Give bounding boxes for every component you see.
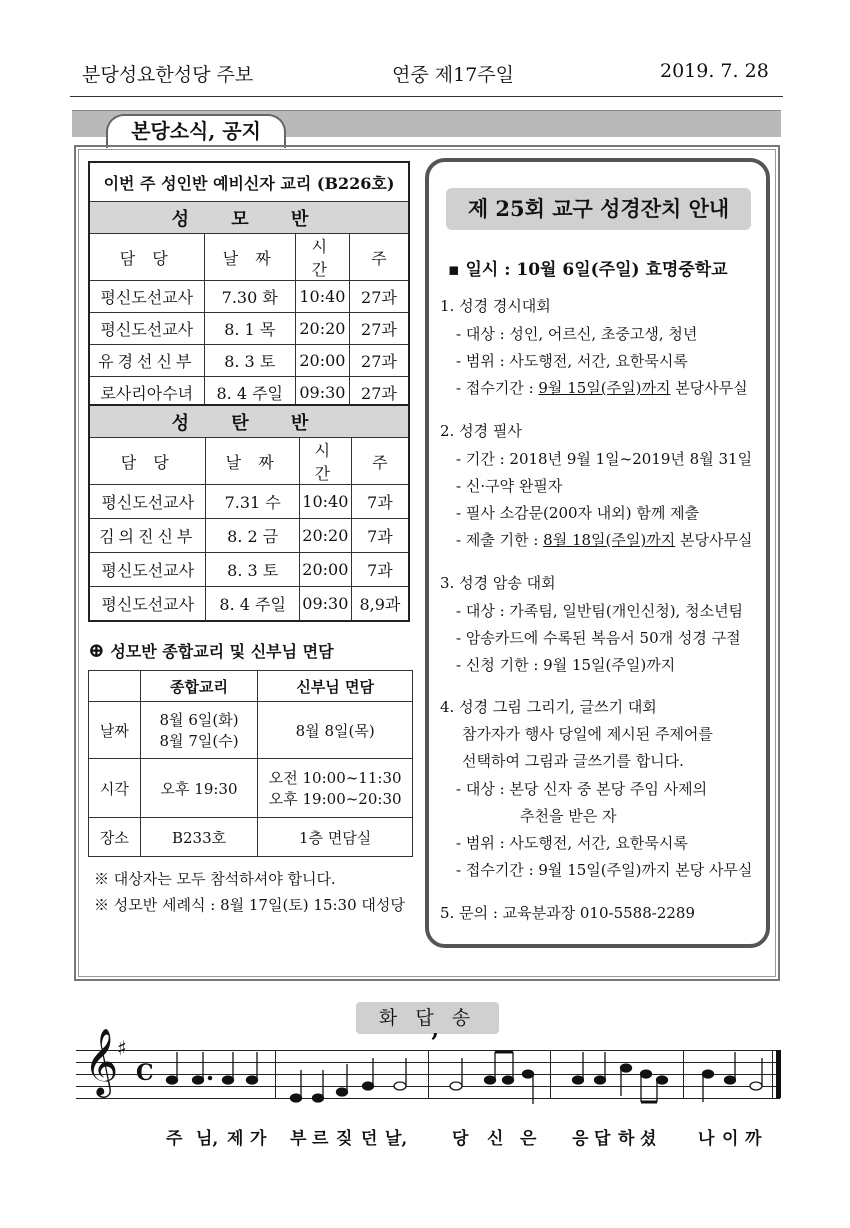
item-line: - 신청 기한 : 9월 15일(주일)까지 <box>456 656 676 674</box>
note-head <box>223 1076 234 1084</box>
item-line: 선택하여 그림과 글쓰기를 합니다. <box>462 752 684 770</box>
col-header: 날 짜 <box>206 438 299 485</box>
note-head <box>337 1088 348 1096</box>
cell: 8,9과 <box>351 587 409 622</box>
note-head <box>291 1094 302 1102</box>
schedule-title: 이번 주 성인반 예비신자 교리 (B226호) <box>89 162 409 202</box>
cell: 평신도선교사 <box>89 553 206 587</box>
cell: 7과 <box>351 553 409 587</box>
cell: 김의진신부 <box>89 519 206 553</box>
cell: 로사리아수녀 <box>89 377 204 410</box>
lyric-syllable: 날, <box>385 1129 408 1149</box>
cell: 8월 8일(목) <box>258 702 413 759</box>
item-line: - 대상 : 성인, 어르신, 초중고생, 청년 <box>456 325 698 343</box>
item-line: - 범위 : 사도행전, 서간, 요한묵시록 <box>456 834 688 852</box>
item-line: 참가자가 행사 당일에 제시된 주제어를 <box>462 725 713 743</box>
note-head <box>641 1070 652 1078</box>
cell: 20:20 <box>299 519 351 553</box>
cell: 7과 <box>351 519 409 553</box>
cell-line: 8월 6일(화) <box>159 711 239 729</box>
note-head <box>363 1082 374 1090</box>
section-name: 성 모 반 <box>89 202 409 234</box>
cell: 20:00 <box>299 553 351 587</box>
cell: 7.30 화 <box>204 281 295 313</box>
col-header: 주 <box>349 234 409 281</box>
note-head <box>313 1094 324 1102</box>
note-head <box>595 1076 606 1084</box>
cell-line: 오전 10:00~11:30 <box>268 769 402 787</box>
note-head <box>621 1064 632 1072</box>
treble-clef-icon: 𝄞 <box>84 1027 119 1095</box>
col-header: 주 <box>351 438 409 485</box>
lyric-syllable: 가 <box>250 1129 267 1149</box>
lyrics <box>0 1124 850 1154</box>
sharp-icon: ♯ <box>117 1036 127 1060</box>
cell: 09:30 <box>299 587 351 622</box>
note-head <box>657 1076 668 1084</box>
item-title: 2. 성경 필사 <box>440 422 522 440</box>
line-prefix: - 접수기간 : <box>456 379 539 397</box>
lyric-syllable: 셨 <box>640 1129 657 1149</box>
item-line: - 접수기간 : 9월 15일(주일)까지 본당 사무실 <box>456 861 753 879</box>
line-suffix: 본당사무실 <box>675 531 753 549</box>
cell: 10:40 <box>295 281 349 313</box>
cell: 오후 19:30 <box>140 759 258 818</box>
cell: 7과 <box>351 485 409 519</box>
col-header: 시 간 <box>299 438 351 485</box>
note-head-half <box>394 1082 406 1090</box>
item-line: - 신·구약 완필자 <box>456 477 563 495</box>
circle-plus-icon: ⊕ <box>88 638 105 662</box>
lyric-syllable: 르 <box>312 1129 329 1149</box>
note-head <box>523 1070 534 1078</box>
col-header: 신부님 면담 <box>258 671 413 702</box>
deadline: 9월 15일(주일)까지 <box>538 379 671 397</box>
note-head <box>703 1070 714 1078</box>
lyric-syllable: 답 <box>594 1129 611 1149</box>
cell: 8. 4 주일 <box>206 587 299 622</box>
festival-date: ▪ 일시 : 10월 6일(주일) 효명중학교 <box>448 260 728 280</box>
deadline: 8월 18일(주일)까지 <box>543 531 676 549</box>
cell: 20:00 <box>295 345 349 377</box>
item-line: - 암송카드에 수록된 복음서 50개 성경 구절 <box>456 629 741 647</box>
cell: 평신도선교사 <box>89 281 204 313</box>
cell: 27과 <box>349 345 409 377</box>
item-line: 추천을 받은 자 <box>520 807 617 825</box>
note-head <box>167 1076 178 1084</box>
note-line: ※ 대상자는 모두 참석하셔야 합니다. <box>94 870 336 888</box>
cell: 유경선신부 <box>89 345 204 377</box>
row-label: 날짜 <box>89 702 141 759</box>
cell-line: 오후 19:00~20:30 <box>268 790 402 808</box>
lyric-syllable: 까 <box>745 1129 762 1149</box>
cell: 1층 면담실 <box>258 818 413 857</box>
note-head <box>193 1076 204 1084</box>
note-head <box>573 1076 584 1084</box>
cell: 8. 2 금 <box>206 519 299 553</box>
bible-festival-title: 제 25회 교구 성경잔치 안내 <box>446 188 751 230</box>
lyric-syllable: 제 <box>227 1129 244 1149</box>
note-head <box>485 1076 496 1084</box>
cell-line: 8월 7일(수) <box>159 732 239 750</box>
cell: 27과 <box>349 313 409 345</box>
meeting-title: 성모반 종합교리 및 신부님 면담 <box>110 642 334 661</box>
item-line: - 대상 : 가족팀, 일반팀(개인신청), 청소년팀 <box>456 602 744 620</box>
psalm-label: 화 답 송 <box>356 1002 499 1034</box>
cell: 27과 <box>349 281 409 313</box>
item-title: 3. 성경 암송 대회 <box>440 574 556 592</box>
row-label: 시각 <box>89 759 141 818</box>
cell: 7.31 수 <box>206 485 299 519</box>
section-title: 본당소식, 공지 <box>106 114 286 148</box>
item-line: - 범위 : 사도행전, 서간, 요한묵시록 <box>456 352 688 370</box>
col-header: 종합교리 <box>140 671 258 702</box>
cell: 27과 <box>349 377 409 410</box>
cell: B233호 <box>140 818 258 857</box>
lyric-syllable: 이 <box>722 1129 739 1149</box>
note-head <box>247 1076 258 1084</box>
cell: 8. 3 토 <box>204 345 295 377</box>
item-title: 5. 문의 : 교육분과장 010-5588-2289 <box>440 904 695 922</box>
note-dot <box>208 1076 211 1079</box>
note-head <box>503 1076 514 1084</box>
section-name: 성 탄 반 <box>89 405 409 438</box>
cell: 09:30 <box>295 377 349 410</box>
item-line: - 필사 소감문(200자 내외) 함께 제출 <box>456 504 700 522</box>
cell: 평신도선교사 <box>89 313 204 345</box>
item-title: 1. 성경 경시대회 <box>440 297 551 315</box>
cell: 20:20 <box>295 313 349 345</box>
lyric-syllable: 하 <box>618 1129 635 1149</box>
item-title: 4. 성경 그림 그리기, 글쓰기 대회 <box>440 698 657 716</box>
row-label: 장소 <box>89 818 141 857</box>
lyric-syllable: 은 <box>520 1129 537 1149</box>
col-header: 날 짜 <box>204 234 295 281</box>
lyric-syllable: 던 <box>361 1129 378 1149</box>
note-head-half <box>450 1082 462 1090</box>
cell: 8. 1 목 <box>204 313 295 345</box>
cell: 평신도선교사 <box>89 587 206 622</box>
line-suffix: 본당사무실 <box>670 379 748 397</box>
lyric-syllable: 당 <box>452 1129 469 1149</box>
note-head-half <box>750 1082 762 1090</box>
lyric-syllable: 님, <box>196 1129 219 1149</box>
item-line: - 대상 : 본당 신자 중 본당 주임 사제의 <box>456 780 708 798</box>
time-signature: C <box>136 1060 154 1086</box>
cell: 8. 3 토 <box>206 553 299 587</box>
lyric-syllable: 신 <box>487 1129 504 1149</box>
lyric-syllable: 응 <box>572 1129 589 1149</box>
col-header: 담 당 <box>89 438 206 485</box>
issue-date: 2019. 7. 28 <box>660 60 769 82</box>
cell: 8. 4 주일 <box>204 377 295 410</box>
breath-mark-icon: ʼ <box>430 1028 439 1057</box>
line-prefix: - 제출 기한 : <box>456 531 544 549</box>
col-header: 시 간 <box>295 234 349 281</box>
col-header: 담 당 <box>89 234 204 281</box>
lyric-syllable: 짖 <box>336 1129 353 1149</box>
item-line: - 기간 : 2018년 9월 1일~2019년 8월 31일 <box>456 450 753 468</box>
bulletin-name: 분당성요한성당 주보 <box>82 64 254 86</box>
cell: 10:40 <box>299 485 351 519</box>
note-head <box>725 1076 736 1084</box>
lyric-syllable: 주 <box>166 1129 183 1149</box>
note-line: ※ 성모반 세례식 : 8월 17일(토) 15:30 대성당 <box>94 896 405 914</box>
lyric-syllable: 나 <box>698 1129 715 1149</box>
lyric-syllable: 부 <box>290 1129 307 1149</box>
liturgical-week: 연중 제17주일 <box>392 64 514 86</box>
cell: 평신도선교사 <box>89 485 206 519</box>
